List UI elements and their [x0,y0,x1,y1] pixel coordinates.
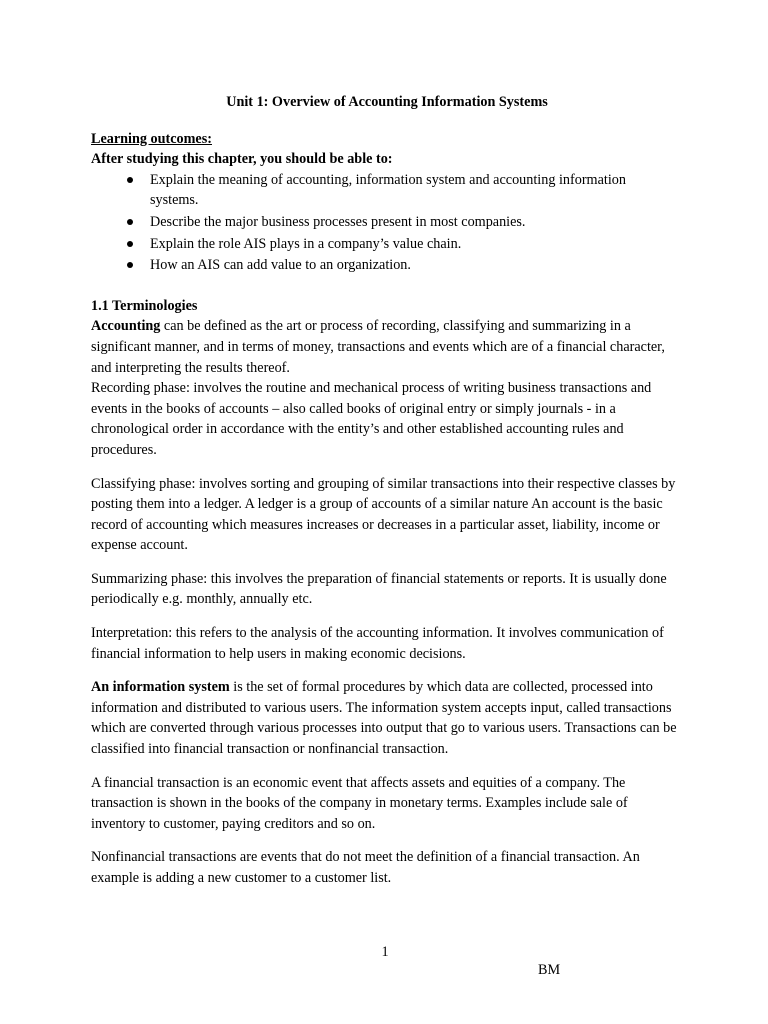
information-system-term: An information system [91,679,230,696]
learning-outcomes-heading: Learning outcomes: [91,130,212,147]
classifying-phase-paragraph: Classifying phase: involves sorting and grouping of similar transactions into their respective classes by posting them into a ledger. A ledger is a group of accounts of a similar nature An account is the basic record of accounting which measures increases or decreases in a particular asset, liability, income or expense account. [91,475,676,554]
page-number: 1 [381,944,389,960]
information-system-definition: is the set of formal procedures by which data are collected, processed into information and distributed to various users. The information system accepts input, called transactions which are converted through various processes into output that go to various users. Transactions can be classified into financial transaction or nonfinancial transaction. [91,679,677,758]
learning-outcomes-list [91,170,683,276]
summarizing-phase-paragraph: Summarizing phase: this involves the preparation of financial statements or reports. It is usually done periodically e.g. monthly, annually etc. [91,570,667,608]
accounting-term: Accounting [91,318,161,335]
list-item: Explain the meaning of accounting, information system and accounting information systems. [150,170,683,211]
list-item: Describe the major business processes present in most companies. [150,212,683,233]
learning-outcomes-intro: After studying this chapter, you should be able to: [91,151,393,168]
list-item: How an AIS can add value to an organization. [150,255,683,276]
financial-transaction-paragraph: A financial transaction is an economic event that affects assets and equities of a company. The transaction is shown in the books of the company in monetary terms. Examples include sale of inventory to customer, paying creditors and so on. [91,774,628,832]
footer-initials: BM [538,962,561,978]
list-item: Explain the role AIS plays in a company’s value chain. [150,234,683,255]
accounting-definition-paragraph [91,316,683,378]
information-system-paragraph [91,677,683,759]
recording-phase-paragraph: Recording phase: involves the routine and mechanical process of writing business transactions and events in the books of accounts – also called books of original entry or simply journals - in a chronological order in accordance with the entity’s and other established accounting rules and procedures. [91,380,652,458]
nonfinancial-transaction-paragraph: Nonfinancial transactions are events that do not meet the definition of a financial transaction. An example is adding a new customer to a customer list. [91,849,640,886]
interpretation-paragraph: Interpretation: this refers to the analysis of the accounting information. It involves communication of financial information to help users in making economic decisions. [91,625,664,662]
page-title: Unit 1: Overview of Accounting Information Systems [226,94,548,110]
section-heading: 1.1 Terminologies [91,297,198,314]
accounting-definition: can be defined as the art or process of recording, classifying and summarizing in a significant manner, and in terms of money, transactions and events which are of a financial character, and interpreting the results thereof. [91,318,665,376]
document-body [91,92,683,902]
